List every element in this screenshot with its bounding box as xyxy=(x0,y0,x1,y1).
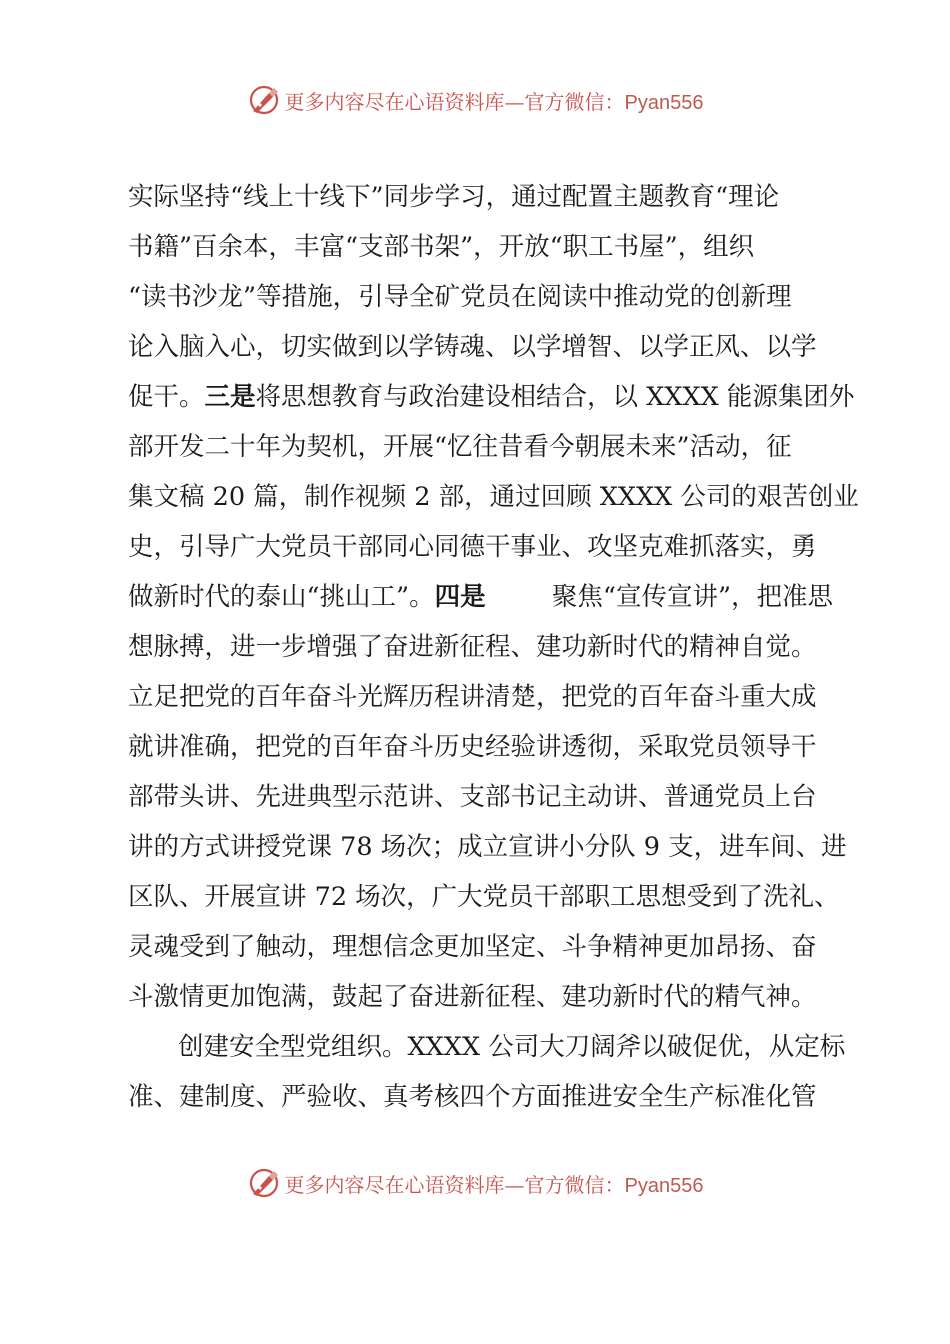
banner-main: 更多内容尽在心语资料库 xyxy=(284,1172,505,1197)
text-line-mixed xyxy=(128,372,855,422)
pen-logo-icon xyxy=(247,83,281,117)
text-line-mixed xyxy=(128,572,833,622)
pen-logo-icon xyxy=(247,1166,281,1200)
banner-main: 更多内容尽在心语资料库 xyxy=(284,89,505,114)
text-segment: 促干。 xyxy=(128,382,205,412)
text-line: 就讲准确，把党的百年奋斗历史经验讲透彻，采取党员领导干 xyxy=(128,732,817,762)
header-banner xyxy=(0,80,950,120)
banner-text xyxy=(285,86,704,115)
text-line: 斗激情更加饱满，鼓起了奋进新征程、建功新时代的精气神。 xyxy=(128,982,817,1012)
banner-separator: — xyxy=(504,1172,525,1197)
banner-suffix: 官方微信： xyxy=(524,89,625,114)
text-line: 部开发二十年为契机，开展“忆往昔看今朝展未来”活动，征 xyxy=(128,432,792,462)
paragraph-start-line: 创建安全型党组织。XXXX 公司大刀阔斧以破促优，从定标 xyxy=(178,1032,846,1062)
text-line: 史，引导广大党员干部同心同德干事业、攻坚克难抓落实，勇 xyxy=(128,532,817,562)
text-line: 立足把党的百年奋斗光辉历程讲清楚，把党的百年奋斗重大成 xyxy=(128,682,817,712)
banner-text xyxy=(285,1169,704,1198)
banner-suffix: 官方微信： xyxy=(524,1172,625,1197)
text-segment: 聚焦“宣传宣讲”，把准思 xyxy=(551,582,833,612)
banner-separator: — xyxy=(504,89,525,114)
footer-banner xyxy=(0,1163,950,1203)
text-line: 实际坚持“线上十线下”同步学习，通过配置主题教育“理论 xyxy=(128,182,780,212)
banner-wechat-id: Pyan556 xyxy=(624,1174,704,1197)
text-line: 书籍”百余本，丰富“支部书架”，开放“职工书屋”，组织 xyxy=(128,232,755,262)
text-line: 部带头讲、先进典型示范讲、支部书记主动讲、普通党员上台 xyxy=(128,782,817,812)
document-body xyxy=(128,172,859,1122)
text-line: 想脉搏，进一步增强了奋进新征程、建功新时代的精神自觉。 xyxy=(128,632,817,662)
text-line: 论入脑入心，切实做到以学铸魂、以学增智、以学正风、以学 xyxy=(128,332,817,362)
banner-wechat-id: Pyan556 xyxy=(624,91,704,114)
text-line: 灵魂受到了触动，理想信念更加坚定、斗争精神更加昂扬、奋 xyxy=(128,932,817,962)
text-line: 讲的方式讲授党课 78 场次；成立宣讲小分队 9 支，进车间、进 xyxy=(128,832,847,862)
text-line: 准、建制度、严验收、真考核四个方面推进安全生产标准化管 xyxy=(128,1082,817,1112)
text-line: “读书沙龙”等措施，引导全矿党员在阅读中推动党的创新理 xyxy=(128,282,792,312)
text-segment: 将思想教育与政治建设相结合，以 XXXX 能源集团外 xyxy=(255,382,855,412)
text-segment: 做新时代的泰山“挑山工”。 xyxy=(128,582,435,612)
bold-lead-si-shi: 四是 xyxy=(434,582,486,612)
bold-lead-san-shi: 三是 xyxy=(204,382,256,412)
text-line: 区队、开展宣讲 72 场次，广大党员干部职工思想受到了洗礼、 xyxy=(128,882,840,912)
text-line: 集文稿 20 篇，制作视频 2 部，通过回顾 XXXX 公司的艰苦创业 xyxy=(128,482,859,512)
